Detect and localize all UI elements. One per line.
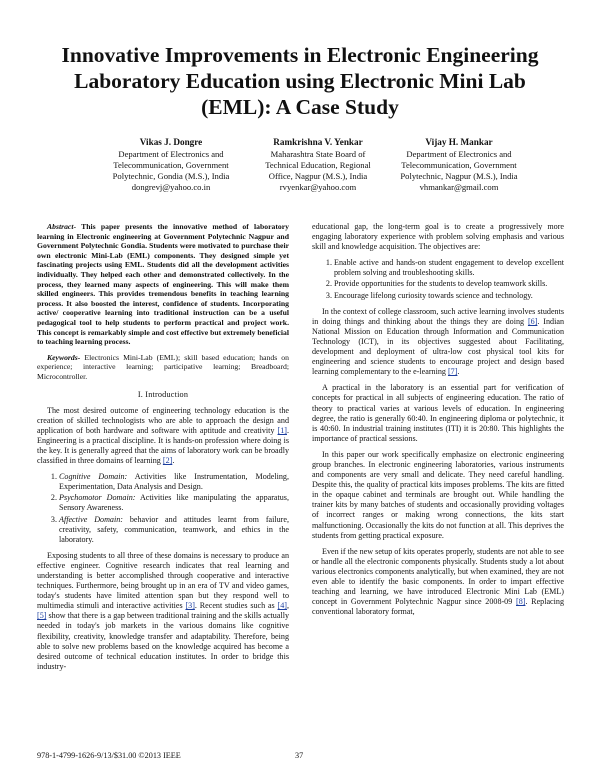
citation-link[interactable]: [7] xyxy=(447,367,458,377)
domain-text: behavior and attitudes learnt from failure, creativity, safety, communication, teamwork, and ethics in the laboratory. xyxy=(59,514,289,544)
keywords-text: Electronics Mini-Lab (EML); skill based education; hands on experience; interactive learning; participative learning; Breadboard; Microcontroller. xyxy=(37,352,289,381)
domain-text: Activities like Instrumentation, Modeling, Experimentation, Data Analysis and Design. xyxy=(59,472,289,492)
body-paragraph xyxy=(312,307,564,378)
text-run: Even if the new setup of kits operates properly, students are not able to see or handle all the electronic components physically. Students study a lot about various electronics components analytically, but when examined, they are not even able to identify the basic components. In order to impart effective teaching and learning, we have introduced Electronic Mini Lab (EML) concept in Government Polytechnic Nagpur since 2008-09 xyxy=(312,546,564,607)
left-column xyxy=(37,222,289,678)
right-column xyxy=(312,222,564,623)
intro-paragraph-2 xyxy=(37,551,289,672)
author-1 xyxy=(96,136,246,193)
author-affiliation-line: Technical Education, Regional xyxy=(265,160,371,170)
author-3 xyxy=(384,136,534,193)
text-run: . xyxy=(172,456,175,466)
objectives-intro: educational gap, the long-term goal is to create a progressively more engaging laboratory experience with problem solving emphasis and various skill and knowledge acquisition. The objectives are: xyxy=(312,222,564,252)
author-2 xyxy=(248,136,388,193)
citation-link[interactable]: [5] xyxy=(37,611,47,621)
citation-link[interactable]: [6] xyxy=(527,316,538,326)
text-run: . xyxy=(457,367,460,377)
copyright-notice: 978-1-4799-1626-9/13/$31.00 ©2013 IEEE xyxy=(37,751,181,760)
domain-text: Activities like manipulating the apparatus, Sensory Awareness. xyxy=(59,493,289,513)
abstract xyxy=(37,222,289,347)
author-affiliation-line: Polytechnic, Gondia (M.S.), India xyxy=(112,171,230,181)
author-email[interactable]: rvyenkar@yahoo.com xyxy=(279,182,357,192)
abstract-label: Abstract xyxy=(47,222,74,231)
author-affiliation-line: Office, Nagpur (M.S.), India xyxy=(268,171,368,181)
author-affiliation-line: Telecommunication, Government xyxy=(401,160,517,170)
author-email[interactable]: dongrevj@yahoo.co.in xyxy=(131,182,211,192)
list-item: 2. Provide opportunities for the students to develop teamwork skills. xyxy=(334,279,564,289)
section-heading: I. Introduction xyxy=(137,389,189,399)
author-affiliation-line: Polytechnic, Nagpur (M.S.), India xyxy=(400,171,518,181)
text-run: . Indian National Mission on Education through Information and Communication Technology (ICT), in its objectives suggested about Facilitating, development and deployment of ultra-low cost physical tool kits for engineering and science students to encourage project and design based learning complementary to the e-learning xyxy=(312,316,564,377)
domain-label: Psychomotor Domain: xyxy=(59,493,136,503)
page-number: 37 xyxy=(295,751,304,760)
author-affiliation-line: Department of Electronics and xyxy=(406,149,512,159)
text-run: Exposing students to all three of these domains is necessary to produce an effective engineer. Cognitive research indicates that real learning and understanding is better accomplished through cooperative and interactive techniques. Furthermore, being brought up in an era of TV and video games, today's students have limited attention span but they respond well to multimedia stimuli and interactive activities xyxy=(37,550,289,611)
text-run: . Recent studies such as xyxy=(194,601,278,611)
author-name: Vijay H. Mankar xyxy=(425,137,493,147)
citation-link[interactable]: [8] xyxy=(516,597,526,607)
citation-link[interactable]: [4] xyxy=(277,601,287,611)
domain-label: Affective Domain: xyxy=(59,514,123,524)
list-item: 1. Enable active and hands-on student engagement to develop excellent problem solving and troubleshooting skills. xyxy=(334,258,564,278)
text-run: The most desired outcome of engineering technology education is the creation of skilled technologists who are able to approach the design and application of both hardware and software with aptitude and creativity xyxy=(37,405,289,435)
intro-paragraph-1 xyxy=(37,406,289,467)
text-run: . Replacing conventional laboratory format, xyxy=(312,597,564,617)
body-paragraph xyxy=(312,547,564,618)
text-run: . Engineering is a practical discipline. It is hands-on profession where doing is the key. It is generally agreed that the aims of laboratory work can be broadly classified in three domains of learning xyxy=(37,425,289,466)
citation-link[interactable]: [1] xyxy=(277,425,287,435)
author-affiliation-line: Maharashtra State Board of xyxy=(270,149,366,159)
body-paragraph: In this paper our work specifically emphasize on electronic engineering group branches. In electronic engineering laboratories, various instruments and components are very small and delicate. They need careful handling. Despite this, the quality of practical kits imposes problems. The kits are fitted in the opaque cabinet and terminals are brought out. While handling the trainer kits by many batches of students and occasionally providing voltages of incorrect ranges or making wrong connections, the kits start malfunctioning. Occasionally the kits do not function at all. This deprives the students from getting practical exposure. xyxy=(312,449,564,540)
text-run: In the context of college classroom, such active learning involves students in doing things and thinking about the things they are doing xyxy=(312,306,564,326)
keywords-label: Keywords- xyxy=(47,352,81,362)
domain-list xyxy=(37,472,289,545)
domain-label: Cognitive Domain: xyxy=(59,472,128,482)
list-item: 3. Encourage lifelong curiosity towards science and technology. xyxy=(334,291,564,301)
author-name: Ramkrishna V. Yenkar xyxy=(273,137,363,147)
text-run: show that there is a gap between traditional training and the skills actually needed in today's job markets in the various domains like cognitive flexibility, creativity, knowledge transfer and adaptability. Therefore, being able to solve new problems based on the knowledge acquired has become a desired outcome of technical education institutes. In order to bridge this industry- xyxy=(37,611,289,671)
paper-title: Innovative Improvements in Electronic Engineering Laboratory Education using Electronic Mini Lab (EML): A Case Study xyxy=(61,43,539,119)
list-item xyxy=(59,515,289,545)
author-affiliation-line: Department of Electronics and xyxy=(118,149,224,159)
text-run: , xyxy=(286,601,289,611)
list-item xyxy=(59,493,289,513)
abstract-text: - This paper presents the innovative method of laboratory learning in Electronic engineering at Government Polytechnic Nagpur and Government Polytechnic Gondia. Students were motivated to purchase their own electronic Mini-Lab (EML) components. They designed simple yet fascinating projects using EML. Students did all the development activities individually. They helped each other and demonstrated collectively. In the process, they learned many aspects of engineering. This will make them skilled engineers. This provides tremendous benefits in teaching learning process. It also boosted the interest, confidence of students. Incorporating active/ cooperative learning into traditional instruction can be a useful pedagogical tool to help students to perform practical and project work. This concept is remarkably simple and cost effective but extremely beneficial to teaching learning process. xyxy=(37,222,289,347)
objectives-list xyxy=(312,258,564,300)
keywords xyxy=(37,353,289,382)
citation-link[interactable]: [3] xyxy=(185,601,195,611)
list-item xyxy=(59,472,289,492)
author-affiliation-line: Telecommunication, Government xyxy=(113,160,229,170)
author-email[interactable]: vhmankar@gmail.com xyxy=(419,182,499,192)
author-name: Vikas J. Dongre xyxy=(139,137,203,147)
body-paragraph: A practical in the laboratory is an essential part for verification of concepts for practical in all subjects of engineering education. The ratio of theory to practical varies at various levels of education. In engineering degree, the ratio is generally 60:40. In engineering diploma or polytechnic, it is 40:60. In industrial training institutes (ITI) it is 20:80. This highlights the importance of practical sessions. xyxy=(312,383,564,443)
citation-link[interactable]: [2] xyxy=(162,456,173,466)
